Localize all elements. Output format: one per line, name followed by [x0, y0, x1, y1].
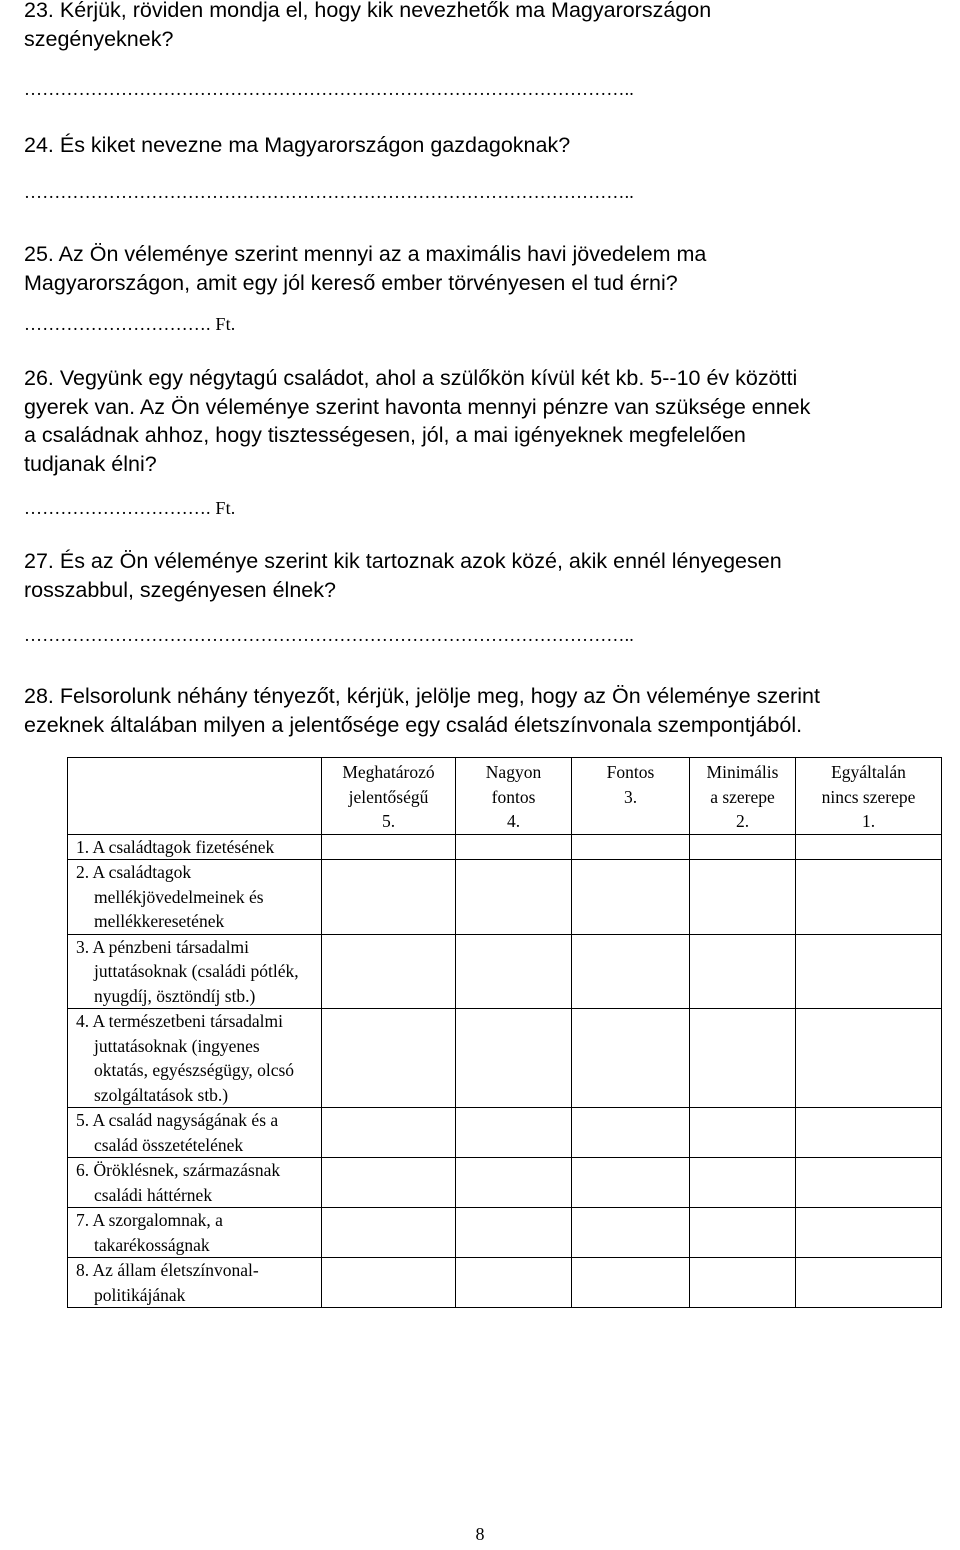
rating-cell[interactable] [456, 1258, 572, 1308]
rating-cell[interactable] [796, 834, 942, 860]
question-23 [24, 0, 711, 53]
rating-cell[interactable] [322, 834, 456, 860]
table-header-row [68, 758, 942, 835]
question-25 [24, 240, 706, 297]
rating-cell[interactable] [322, 1258, 456, 1308]
rating-cell[interactable] [796, 1108, 942, 1158]
rating-cell[interactable] [322, 1208, 456, 1258]
rating-cell[interactable] [690, 934, 796, 1009]
rating-cell[interactable] [322, 1009, 456, 1108]
question-26-text-line4: tudjanak élni? [24, 451, 157, 476]
factor-label: 8. Az állam életszínvonal-politikájának [68, 1258, 322, 1308]
table-row [68, 1009, 942, 1108]
rating-cell[interactable] [572, 834, 690, 860]
header-rating-3: Fontos 3. [572, 758, 690, 835]
rating-cell[interactable] [456, 1009, 572, 1108]
rating-cell[interactable] [322, 860, 456, 935]
rating-cell[interactable] [456, 1208, 572, 1258]
rating-cell[interactable] [572, 1258, 690, 1308]
question-26-text-line2: gyerek van. Az Ön véleménye szerint havonta mennyi pénzre van szüksége ennek [24, 394, 811, 419]
factor-label: 6. Öröklésnek, származásnak családi háttérnek [68, 1158, 322, 1208]
question-26-text-line1: 26. Vegyünk egy négytagú családot, ahol a szülőkön kívül két kb. 5--10 év közötti [24, 366, 798, 390]
rating-cell[interactable] [322, 1158, 456, 1208]
table-row [68, 934, 942, 1009]
header-rating-4: Nagyon fontos 4. [456, 758, 572, 835]
page-number: 8 [475, 1524, 485, 1544]
question-26-answer-blank: …………………………. Ft. [24, 498, 236, 518]
rating-cell[interactable] [456, 860, 572, 935]
question-24-answer-blank: ……………………………………………………………………………………….. [24, 182, 634, 202]
table-row [68, 1108, 942, 1158]
rating-cell[interactable] [690, 1208, 796, 1258]
question-25-text-line1: 25. Az Ön véleménye szerint mennyi az a maximális havi jövedelem ma [24, 242, 707, 266]
question-27-text-line1: 27. És az Ön véleménye szerint kik tartoznak azok közé, akik ennél lényegesen [24, 549, 782, 573]
question-27-text-line2: rosszabbul, szegényesen élnek? [24, 577, 336, 602]
rating-cell[interactable] [690, 834, 796, 860]
rating-cell[interactable] [796, 1258, 942, 1308]
rating-cell[interactable] [572, 1108, 690, 1158]
table-row [68, 1158, 942, 1208]
factor-label: 7. A szorgalomnak, a takarékosságnak [68, 1208, 322, 1258]
header-rating-5: Meghatározó jelentőségű 5. [322, 758, 456, 835]
rating-cell[interactable] [456, 834, 572, 860]
factor-label: 3. A pénzbeni társadalmi juttatásoknak (családi pótlék, nyugdíj, ösztöndíj stb.) [68, 934, 322, 1009]
question-26-text-line3: a családnak ahhoz, hogy tisztességesen, jól, a mai igényeknek megfelelően [24, 423, 746, 447]
header-factor-cell [68, 758, 322, 835]
rating-cell[interactable] [796, 1158, 942, 1208]
rating-cell[interactable] [572, 860, 690, 935]
table-row [68, 834, 942, 860]
factor-label: 1. A családtagok fizetésének [68, 834, 322, 860]
table-row [68, 1258, 942, 1308]
question-24 [24, 131, 570, 160]
header-rating-1: Egyáltalán nincs szerepe 1. [796, 758, 942, 835]
question-23-answer-blank: ……………………………………………………………………………………….. [24, 79, 634, 99]
rating-cell[interactable] [456, 1108, 572, 1158]
rating-cell[interactable] [690, 1258, 796, 1308]
question-25-answer-blank: …………………………. Ft. [24, 314, 236, 334]
rating-cell[interactable] [796, 1009, 942, 1108]
factor-label: 2. A családtagok mellékjövedelmeinek és mellékkeresetének [68, 860, 322, 935]
rating-cell[interactable] [322, 1108, 456, 1158]
rating-cell[interactable] [322, 934, 456, 1009]
rating-cell[interactable] [690, 860, 796, 935]
table-row [68, 1208, 942, 1258]
rating-cell[interactable] [690, 1108, 796, 1158]
table-row [68, 860, 942, 935]
rating-cell[interactable] [796, 934, 942, 1009]
rating-cell[interactable] [572, 1009, 690, 1108]
question-23-text-line2: szegényeknek? [24, 26, 174, 51]
rating-table [67, 757, 942, 1308]
question-28-text-line1: 28. Felsorolunk néhány tényezőt, kérjük, jelölje meg, hogy az Ön véleménye szerint [24, 684, 820, 708]
rating-cell[interactable] [572, 1208, 690, 1258]
question-26 [24, 364, 810, 478]
question-25-text-line2: Magyarországon, amit egy jól kereső ember törvényesen el tud érni? [24, 270, 678, 295]
rating-cell[interactable] [796, 860, 942, 935]
question-27 [24, 547, 782, 604]
question-28 [24, 682, 820, 739]
rating-cell[interactable] [456, 1158, 572, 1208]
header-rating-2: Minimális a szerepe 2. [690, 758, 796, 835]
rating-cell[interactable] [572, 934, 690, 1009]
rating-cell[interactable] [690, 1158, 796, 1208]
question-28-text-line2: ezeknek általában milyen a jelentősége egy család életszínvonala szempontjából. [24, 712, 803, 737]
question-24-text-line1: 24. És kiket nevezne ma Magyarországon gazdagoknak? [24, 133, 571, 157]
factor-label: 5. A család nagyságának és a család összetételének [68, 1108, 322, 1158]
rating-cell[interactable] [572, 1158, 690, 1208]
rating-cell[interactable] [690, 1009, 796, 1108]
question-27-answer-blank: ……………………………………………………………………………………….. [24, 625, 634, 645]
rating-cell[interactable] [456, 934, 572, 1009]
question-23-text-line1: 23. Kérjük, röviden mondja el, hogy kik nevezhetők ma Magyarországon [24, 0, 712, 22]
rating-cell[interactable] [796, 1208, 942, 1258]
factor-label: 4. A természetbeni társadalmi juttatásoknak (ingyenes oktatás, egyészségügy, olcsó szolgáltatások stb.) [68, 1009, 322, 1108]
